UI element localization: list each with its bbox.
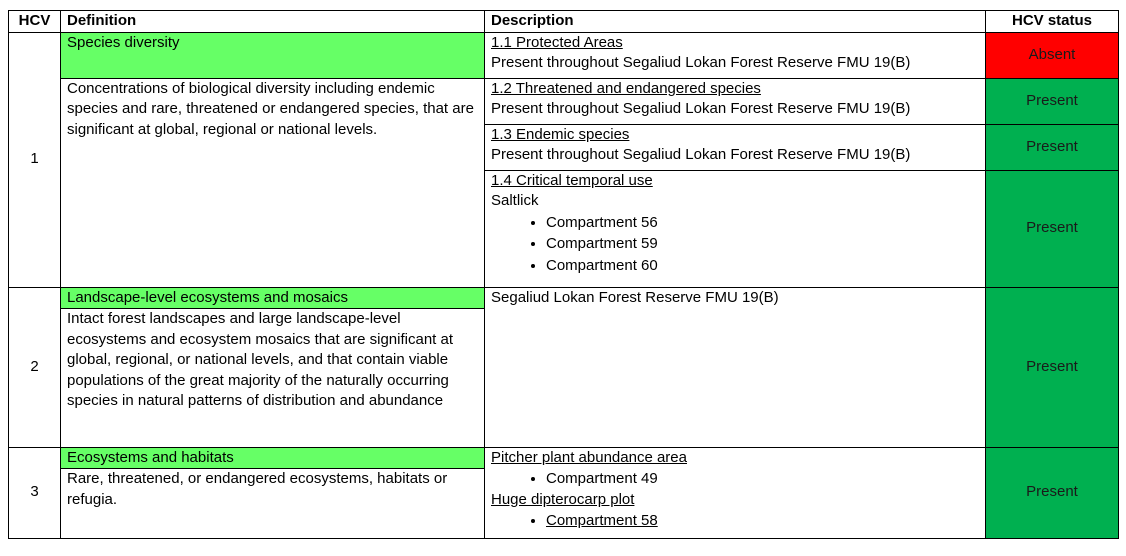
list-item: • Compartment 59	[546, 233, 979, 255]
description-text: Saltlick	[491, 192, 539, 209]
list-item: • Compartment 49	[546, 468, 979, 490]
description-heading: 1.4 Critical temporal use	[491, 171, 653, 189]
definition-cell	[61, 447, 485, 538]
description-heading: Pitcher plant abundance area	[491, 448, 687, 466]
bullet-list	[491, 510, 979, 532]
description-cell	[485, 447, 986, 538]
list-item: • Compartment 58	[546, 510, 979, 532]
definition-title: Ecosystems and habitats	[61, 448, 484, 470]
status-badge: Present	[986, 124, 1119, 170]
description-heading: 1.3 Endemic species	[491, 125, 630, 143]
header-hcv: HCV	[9, 11, 61, 33]
bullet-list	[491, 212, 979, 277]
description-cell	[485, 78, 986, 124]
status-badge: Absent	[986, 32, 1119, 78]
header-definition: Definition	[61, 11, 485, 33]
hcv-table	[8, 10, 1119, 539]
definition-title: Landscape-level ecosystems and mosaics	[61, 288, 484, 310]
table-row	[9, 287, 1119, 447]
table-row	[9, 32, 1119, 78]
status-badge: Present	[986, 447, 1119, 538]
definition-text: Rare, threatened, or endangered ecosystems, habitats or refugia.	[67, 470, 448, 508]
header-row	[9, 11, 1119, 33]
description-heading: 1.1 Protected Areas	[491, 33, 623, 51]
description-heading: 1.2 Threatened and endangered species	[491, 79, 761, 97]
description-heading: Huge dipterocarp plot	[491, 490, 635, 508]
hcv-number: 3	[9, 447, 61, 538]
description-cell	[485, 170, 986, 287]
bullet-list	[491, 468, 979, 490]
definition-text: Concentrations of biological diversity including endemic species and rare, threatened or endangered species, that are significant at global, regional or national levels.	[61, 78, 485, 287]
description-text: Present throughout Segaliud Lokan Forest Reserve FMU 19(B)	[491, 146, 911, 163]
definition-title: Species diversity	[61, 32, 485, 78]
header-description: Description	[485, 11, 986, 33]
table-row	[9, 78, 1119, 124]
hcv-number: 1	[9, 32, 61, 287]
description-text: Segaliud Lokan Forest Reserve FMU 19(B)	[485, 287, 986, 447]
list-item: • Compartment 56	[546, 212, 979, 234]
hcv-number: 2	[9, 287, 61, 447]
table-row	[9, 447, 1119, 538]
list-item: • Compartment 60	[546, 255, 979, 277]
description-text: Present throughout Segaliud Lokan Forest Reserve FMU 19(B)	[491, 54, 911, 71]
definition-cell	[61, 287, 485, 447]
status-badge: Present	[986, 287, 1119, 447]
description-cell	[485, 32, 986, 78]
status-badge: Present	[986, 78, 1119, 124]
description-cell	[485, 124, 986, 170]
definition-text: Intact forest landscapes and large landscape-level ecosystems and ecosystem mosaics that are significant at global, regional, or national levels, and that contain viable populations of the great majority of the naturally occurring species in natural patterns of distribution and abundance	[67, 310, 454, 409]
status-badge: Present	[986, 170, 1119, 287]
description-text: Present throughout Segaliud Lokan Forest Reserve FMU 19(B)	[491, 100, 911, 117]
header-status: HCV status	[986, 11, 1119, 33]
